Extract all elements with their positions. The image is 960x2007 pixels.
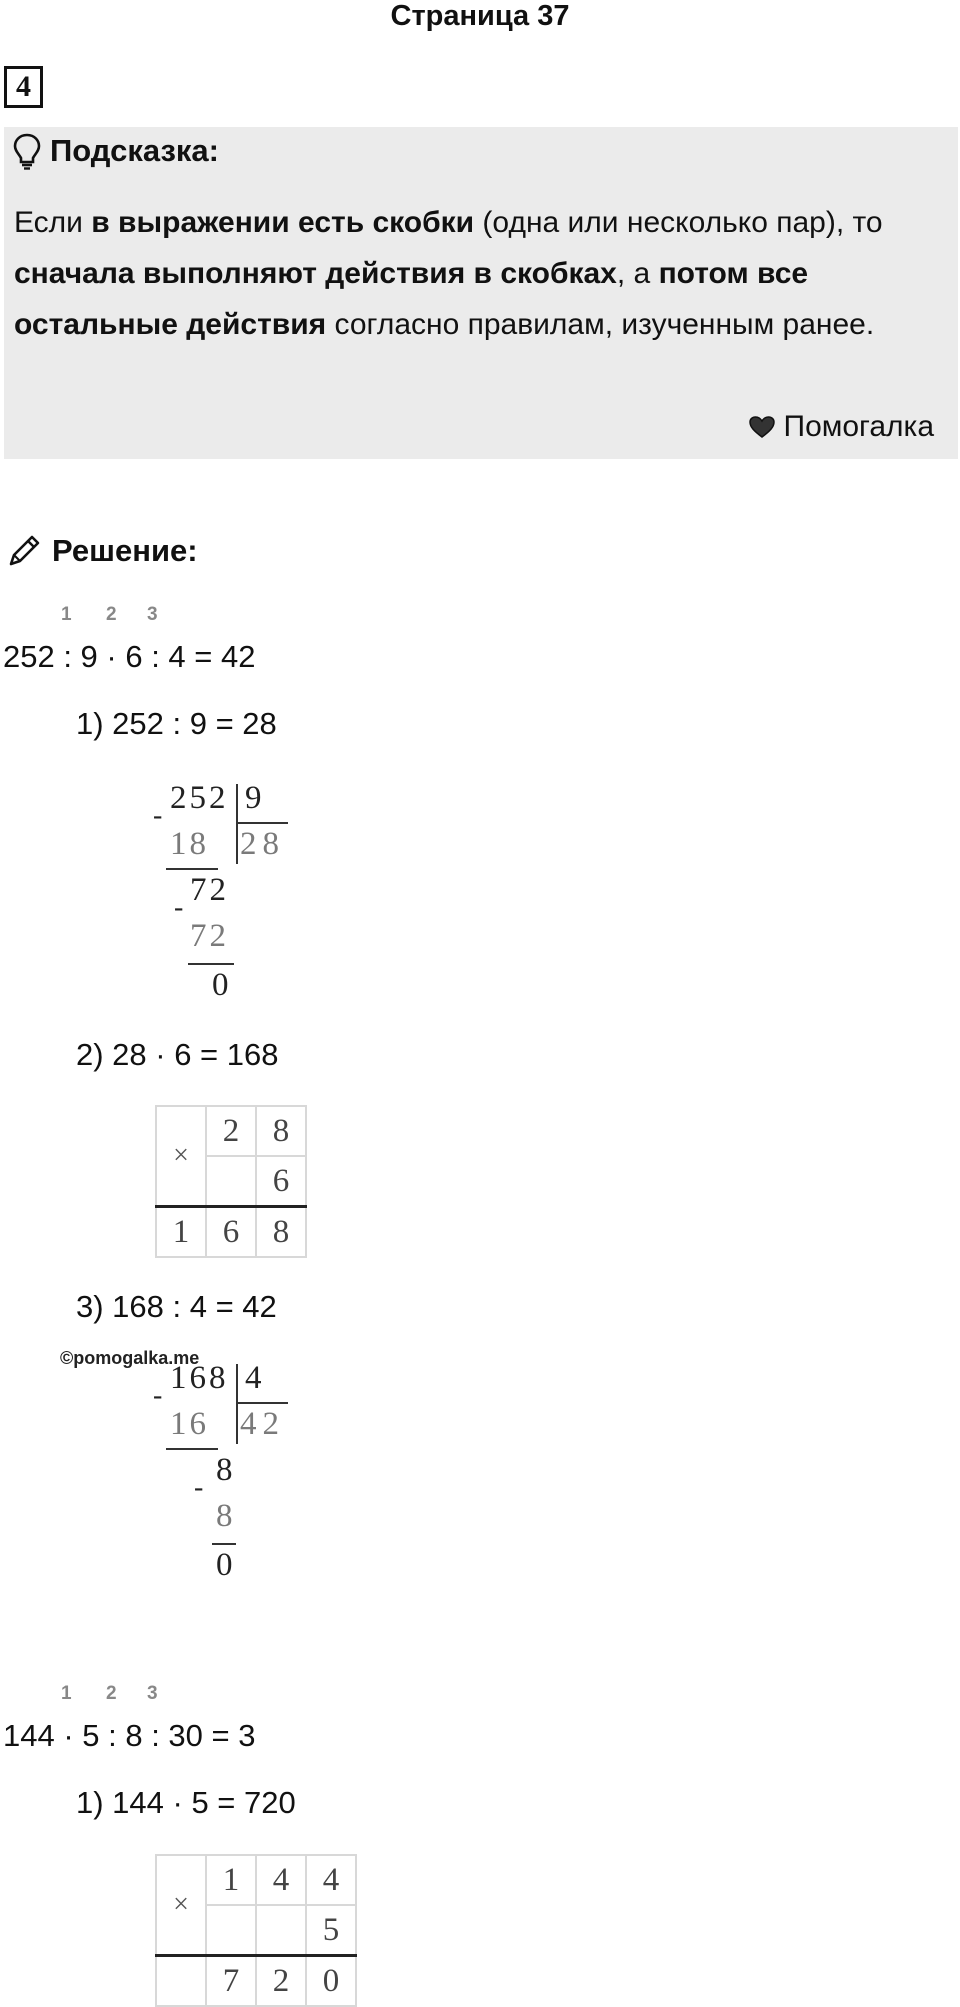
divisor-line <box>236 1402 288 1404</box>
result-cell: 6 <box>206 1207 256 1258</box>
expression-1: 252 : 9 · 6 : 4 = 42 <box>3 639 256 674</box>
solution-heading: Решение: <box>52 533 198 568</box>
subtraction-line <box>212 1543 236 1545</box>
digit-cell: 4 <box>256 1855 306 1905</box>
step-3: 3) 168 : 4 = 42 <box>76 1289 277 1324</box>
subtraction-line <box>188 963 234 965</box>
digit-cell <box>206 1156 256 1207</box>
remainder: 0 <box>212 967 229 1003</box>
hint-run: согласно правилам, изученным ранее. <box>326 308 875 341</box>
result-cell: 2 <box>256 1956 306 2007</box>
multiplication-table-1 <box>155 1105 307 1258</box>
digit-cell: 6 <box>256 1156 306 1207</box>
minus-sign: - <box>153 800 163 831</box>
minus-sign: - <box>153 1380 163 1411</box>
heart-icon <box>748 415 776 439</box>
subtraction-line <box>166 1448 218 1450</box>
result-cell: 7 <box>206 1956 256 2007</box>
quotient: 42 <box>240 1406 285 1442</box>
digit-cell: 5 <box>306 1905 356 1956</box>
watermark: ©pomogalka.me <box>60 1348 200 1368</box>
digit-cell: 4 <box>306 1855 356 1905</box>
long-division-1 <box>150 780 300 1010</box>
pencil-icon <box>6 533 42 569</box>
digit-cell: 2 <box>206 1106 256 1156</box>
remainder: 72 <box>190 872 229 908</box>
lightbulb-icon <box>12 132 42 170</box>
hint-run: , а <box>616 257 659 290</box>
subtrahend: 8 <box>216 1498 233 1534</box>
minus-sign: - <box>174 892 184 923</box>
dividend: 252 <box>170 780 229 816</box>
division-bar <box>236 1364 238 1444</box>
multiply-sign: × <box>156 1855 206 1956</box>
quotient: 28 <box>240 826 285 862</box>
hint-run: Если <box>14 206 92 239</box>
signature-text: Помогалка <box>783 410 934 443</box>
hint-text <box>14 197 944 350</box>
long-division-2 <box>150 1360 300 1590</box>
hint-run-bold: сначала выполняют действия в скобках <box>14 257 617 290</box>
step-1: 1) 252 : 9 = 28 <box>76 706 277 741</box>
step-1: 1) 144 · 5 = 720 <box>76 1785 296 1820</box>
hint-run-bold: потом все остальные действия <box>14 257 809 341</box>
divisor: 9 <box>245 780 262 816</box>
subtraction-line <box>166 868 218 870</box>
divisor: 4 <box>245 1360 262 1396</box>
hint-heading: Подсказка: <box>50 133 219 168</box>
subtrahend: 72 <box>190 918 229 954</box>
page-title: Страница 37 <box>390 0 570 32</box>
order-mark: 2 <box>106 604 117 625</box>
remainder: 0 <box>216 1547 233 1583</box>
digit-cell <box>256 1905 306 1956</box>
remainder: 8 <box>216 1452 233 1488</box>
step-2: 2) 28 · 6 = 168 <box>76 1037 279 1072</box>
hint-run-bold: в выражении есть скобки <box>91 206 475 239</box>
multiplication-table-2 <box>155 1854 357 2007</box>
subtrahend: 16 <box>170 1406 209 1442</box>
division-bar <box>236 784 238 864</box>
order-mark: 1 <box>61 604 72 625</box>
order-mark: 3 <box>147 1683 158 1704</box>
task-number: 4 <box>4 66 43 108</box>
result-cell: 8 <box>256 1207 306 1258</box>
order-mark: 3 <box>147 604 158 625</box>
divisor-line <box>236 822 288 824</box>
result-cell: 1 <box>156 1207 206 1258</box>
solution-header <box>6 533 198 569</box>
result-cell <box>156 1956 206 2007</box>
result-cell: 0 <box>306 1956 356 2007</box>
hint-run: (одна или несколько пар), то <box>474 206 883 239</box>
digit-cell: 1 <box>206 1855 256 1905</box>
dividend: 168 <box>170 1360 229 1396</box>
digit-cell <box>206 1905 256 1956</box>
hint-signature <box>748 410 935 444</box>
minus-sign: - <box>194 1472 204 1503</box>
subtrahend: 18 <box>170 826 209 862</box>
order-mark: 1 <box>61 1683 72 1704</box>
order-mark: 2 <box>106 1683 117 1704</box>
hint-header <box>12 132 219 170</box>
expression-2: 144 · 5 : 8 : 30 = 3 <box>3 1718 256 1753</box>
digit-cell: 8 <box>256 1106 306 1156</box>
multiply-sign: × <box>156 1106 206 1207</box>
